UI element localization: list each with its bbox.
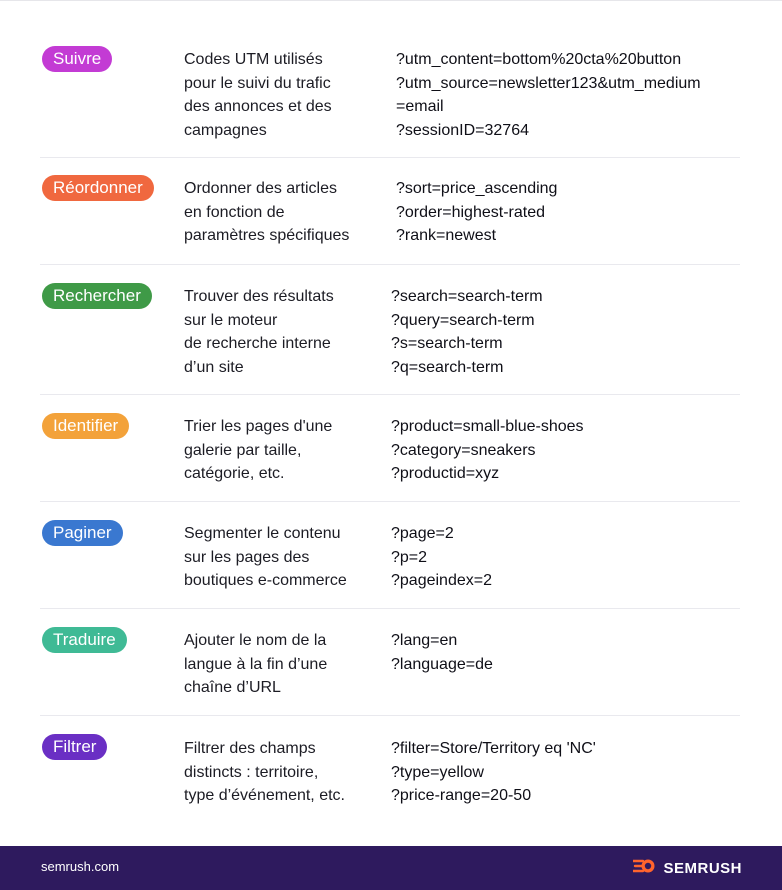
params-identifier [391, 415, 584, 486]
badge-paginer: Paginer [42, 520, 123, 546]
description-reordonner [184, 177, 349, 248]
param-line: ?product=small-blue-shoes [391, 418, 584, 435]
param-line: ?category=sneakers [391, 441, 536, 459]
description-line: des annonces et des [184, 98, 332, 115]
row-identifier [40, 394, 740, 502]
param-line: ?filter=Store/Territory eq 'NC' [391, 740, 596, 757]
badge-rechercher: Rechercher [42, 283, 152, 309]
description-line: catégorie, etc. [184, 465, 285, 482]
description-line: Filtrer des champs [184, 740, 316, 757]
param-line: ?sort=price_ascending [396, 180, 558, 197]
param-line: ?pageindex=2 [391, 572, 492, 589]
param-line: ?utm_content=bottom%20cta%20button [396, 51, 682, 68]
description-filtrer [184, 737, 345, 808]
description-traduire [184, 629, 327, 700]
description-line: Trier les pages d'une [184, 418, 333, 435]
params-reordonner [396, 177, 557, 248]
row-traduire [40, 608, 740, 716]
site-link[interactable]: semrush.com [41, 859, 120, 874]
description-line: paramètres spécifiques [184, 227, 350, 244]
param-line: ?price-range=20-50 [391, 787, 532, 804]
params-rechercher [391, 285, 543, 379]
param-line: ?utm_source=newsletter123&utm_medium [396, 74, 701, 92]
param-line: ?search=search-term [391, 288, 543, 305]
description-suivre [184, 48, 332, 142]
footer-bar [0, 846, 782, 890]
row-reordonner [40, 157, 740, 265]
param-line: ?s=search-term [391, 335, 503, 352]
param-line: ?productid=xyz [391, 465, 500, 482]
param-line: ?page=2 [391, 525, 454, 542]
description-rechercher [184, 285, 334, 379]
params-traduire [391, 629, 493, 676]
description-line: galerie par taille, [184, 441, 302, 459]
row-filtrer [40, 715, 740, 822]
params-suivre [396, 48, 701, 142]
description-line: sur les pages des [184, 548, 310, 566]
description-line: type d’événement, etc. [184, 787, 345, 804]
description-line: Trouver des résultats [184, 288, 334, 305]
param-line: ?query=search-term [391, 311, 535, 329]
description-line: boutiques e-commerce [184, 572, 347, 589]
row-rechercher [40, 264, 740, 395]
description-line: campagnes [184, 121, 267, 139]
badge-traduire: Traduire [42, 627, 127, 653]
param-line: ?type=yellow [391, 763, 484, 781]
row-suivre [40, 41, 740, 158]
param-line: ?sessionID=32764 [396, 121, 529, 139]
param-line: =email [396, 98, 444, 115]
badge-filtrer: Filtrer [42, 734, 107, 760]
description-line: d’un site [184, 358, 244, 376]
row-paginer [40, 501, 740, 609]
description-line: Ajouter le nom de la [184, 632, 327, 649]
description-line: Segmenter le contenu [184, 525, 341, 542]
description-line: Ordonner des articles [184, 180, 337, 197]
param-line: ?rank=newest [396, 227, 497, 244]
description-line: distincts : territoire, [184, 763, 319, 781]
params-filtrer [391, 737, 596, 808]
semrush-logo [633, 858, 742, 879]
description-line: chaîne d’URL [184, 679, 281, 696]
badge-suivre: Suivre [42, 46, 112, 72]
description-paginer [184, 522, 347, 593]
params-paginer [391, 522, 492, 593]
param-line: ?lang=en [391, 632, 458, 649]
semrush-flame-icon [633, 858, 657, 879]
description-line: pour le suivi du trafic [184, 74, 331, 92]
description-line: Codes UTM utilisés [184, 51, 323, 68]
param-line: ?q=search-term [391, 358, 504, 376]
param-line: ?language=de [391, 655, 493, 673]
param-line: ?order=highest-rated [396, 203, 545, 221]
description-line: sur le moteur [184, 311, 278, 329]
description-line: de recherche interne [184, 335, 331, 352]
description-identifier [184, 415, 332, 486]
param-line: ?p=2 [391, 548, 428, 566]
description-line: langue à la fin d’une [184, 655, 328, 673]
badge-identifier: Identifier [42, 413, 129, 439]
badge-reordonner: Réordonner [42, 175, 154, 201]
description-line: en fonction de [184, 203, 285, 221]
semrush-logo-text: SEMRUSH [663, 860, 742, 877]
